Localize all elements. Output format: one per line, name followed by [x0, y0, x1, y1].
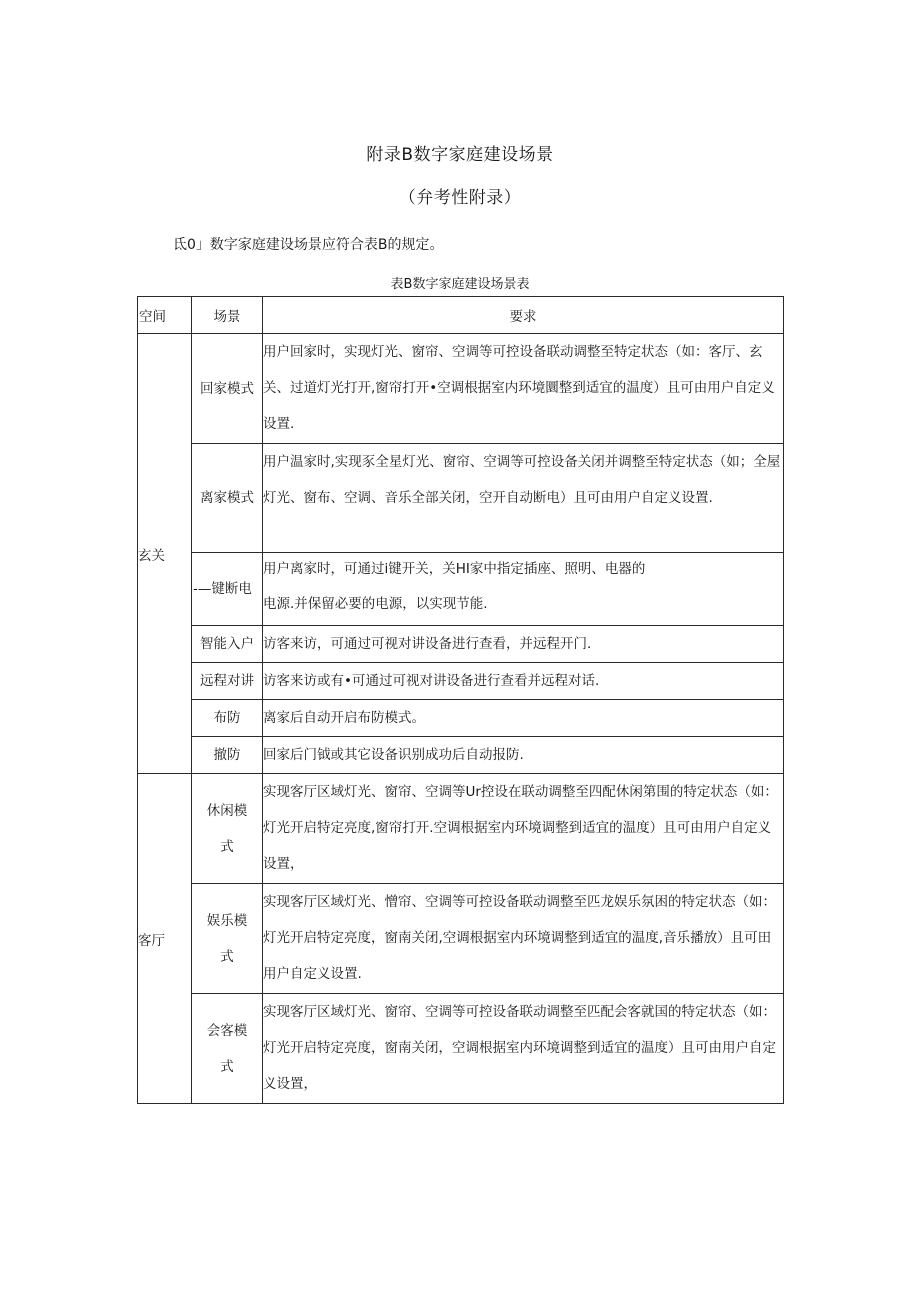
space-cell-living-room: 客厅 [138, 774, 192, 1104]
requirement-line: 用户离家时，可通过i键开关，关HI家中指定插座、照明、电器的 [263, 561, 646, 577]
table-row [138, 994, 784, 1104]
requirement-cell: 实现客厅区域灯光、窗帘、空调等可控设备联动调整至匹配会客就国的特定状态（如：灯光开启特定亮度，窗南关闭，空调根据室内环境调整到适宜的温度）且可由用户自定义设置， [263, 994, 784, 1104]
header-requirement: 要求 [263, 297, 784, 334]
table-row [138, 700, 784, 737]
scene-cell: 远程对讲 [192, 663, 263, 700]
intro-paragraph: 氐0」数字家庭建设场景应符合表B的规定。 [173, 237, 444, 253]
scene-cell [192, 884, 263, 994]
scene-label-line: 休闲模 [206, 802, 248, 819]
space-cell-entrance: 玄关 [138, 334, 192, 774]
table-row [138, 663, 784, 700]
appendix-title: 附录B数字家庭建设场景 [366, 145, 554, 165]
requirement-cell: 实现客厅区域灯光、窗帘、空调等Ur控设在联动调整至四配休闲第围的特定状态（如：灯光开启特定亮度,窗帘打开.空调根据室内环境调整到适宜的温度）且可由用户自定义设置， [263, 774, 784, 884]
scene-label-line: 式 [220, 838, 234, 855]
scene-label-line: 式 [220, 1058, 234, 1075]
table-row [138, 553, 784, 626]
scene-label-line: 式 [220, 948, 234, 965]
requirement-cell: 用户回家时，实现灯光、窗帘、空调等可控设备联动调整至特定状态（如：客厅、玄关、过道灯光打开,窗帘打开•空调根据室内环境圜整到适宜的温度）且可由用户自定义设置. [263, 334, 784, 444]
header-space: 空间 [138, 297, 192, 334]
scene-cell: 布防 [192, 700, 263, 737]
requirement-cell: 离家后自动开启布防模式。 [263, 700, 784, 737]
table-row [138, 884, 784, 994]
table-row [138, 737, 784, 774]
scene-label-line: 娱乐模 [206, 912, 248, 929]
requirement-cell: 访客来访，可通过可视对讲设备进行查看，并远程开门. [263, 626, 784, 663]
requirement-cell: 实现客厅区域灯光、憎帘、空调等可控设备联动调整至匹龙娱乐氛困的特定状态（如：灯光开启特定亮度，窗南关闭,空调根据室内环境调整到适宜的温度,音乐播放）且可田用户自定义设置. [263, 884, 784, 994]
table-row [138, 334, 784, 444]
requirement-line: 电源.并保留必要的电源，以实现节能. [263, 596, 488, 612]
header-scene: 场景 [192, 297, 263, 334]
scene-cell: 撤防 [192, 737, 263, 774]
table-row [138, 444, 784, 553]
table-row [138, 626, 784, 663]
table-caption: 表B数字家庭建设场景表 [390, 277, 530, 292]
scene-label-line: 会客模 [206, 1022, 248, 1039]
scene-cell: 回家模式 [192, 334, 263, 444]
scene-cell: -—键断电 [192, 553, 263, 626]
requirement-cell [263, 553, 784, 626]
table-row [138, 774, 784, 884]
requirement-cell: 回家后门钺或其它设备识别成功后自动报防. [263, 737, 784, 774]
scene-cell [192, 994, 263, 1104]
scene-cell: 智能入户 [192, 626, 263, 663]
table-header-row [138, 297, 784, 334]
appendix-subtitle: （弁考性附录） [398, 188, 522, 208]
requirement-cell: 访客来访或有•可通过可视对讲设备进行查看并远程对话. [263, 663, 784, 700]
scene-cell [192, 774, 263, 884]
scene-cell: 离家模式 [192, 444, 263, 553]
scenario-table [137, 296, 784, 1104]
requirement-cell: 用户温家时,实现豕全星灯光、窗帘、空调等可控设备关闭并调整至特定状态（如；全屋灯光、窗布、空调、音乐全部关闭，空开自动断电）且可由用户自定义设置. [263, 444, 784, 553]
